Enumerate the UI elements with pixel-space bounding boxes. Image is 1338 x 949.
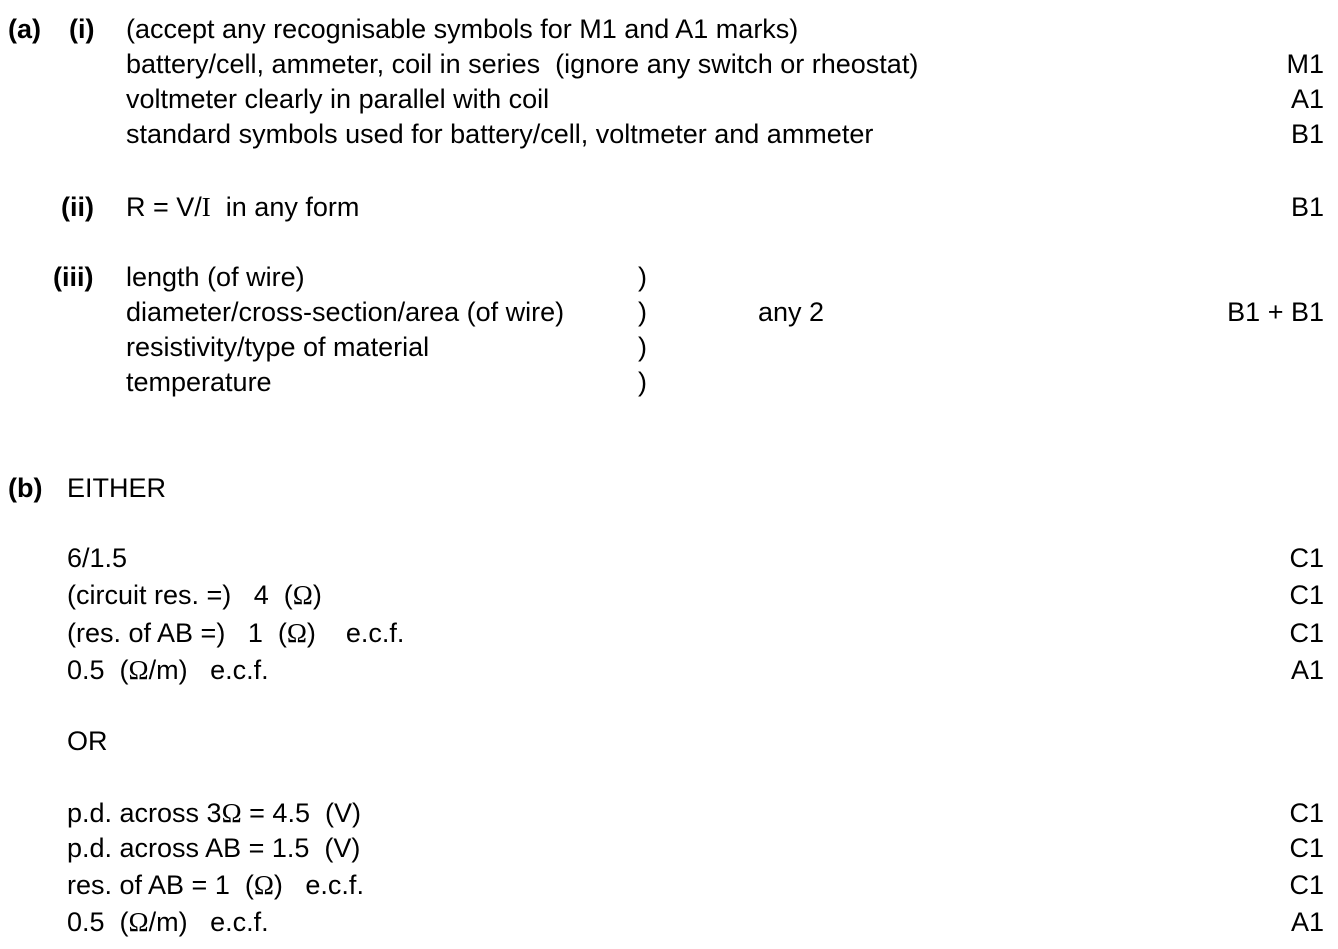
mark-or-3: C1: [1289, 870, 1324, 900]
or-line-4-pre: 0.5 (: [67, 907, 129, 937]
or-line-2: [67, 833, 360, 863]
either-line-3-pre: (res. of AB =) 1 (: [67, 618, 287, 648]
mark-or-4: A1: [1290, 907, 1324, 937]
either-line-3-post: ) e.c.f.: [306, 618, 405, 648]
part-a-iii-line-2: diameter/cross-section/area (of wire): [126, 297, 565, 327]
mark-either-4: A1: [1290, 655, 1324, 685]
either-line-4-symbol: Ω: [128, 655, 149, 685]
either-line-4-post: /m) e.c.f.: [148, 655, 269, 685]
part-a-i-label: (i): [69, 14, 95, 44]
bracket-2: ): [638, 297, 647, 327]
part-a-iii-label: (iii): [53, 262, 94, 292]
either-heading: EITHER: [67, 473, 167, 503]
part-a-i-line-2: battery/cell, ammeter, coil in series (ignore any switch or rheostat): [126, 49, 919, 79]
mark-either-2: C1: [1289, 580, 1324, 610]
part-a-ii-label: (ii): [61, 192, 94, 222]
either-line-3: [67, 618, 404, 648]
mark-a-ii: B1: [1290, 192, 1324, 222]
or-line-4-post: /m) e.c.f.: [148, 907, 269, 937]
part-a-i-line-3: voltmeter clearly in parallel with coil: [126, 84, 550, 114]
mark-a-i-2: M1: [1286, 49, 1324, 79]
or-line-1-pre: p.d. across 3: [67, 798, 222, 828]
mark-a-iii: B1 + B1: [1227, 297, 1324, 327]
either-line-1-pre: 6/1.5: [67, 543, 128, 573]
part-a-ii-text: [126, 192, 359, 222]
or-line-1-post: = 4.5 (V): [241, 798, 361, 828]
or-line-4-symbol: Ω: [128, 907, 149, 937]
part-a-ii-text-post: in any form: [210, 192, 360, 222]
or-heading: OR: [67, 726, 108, 756]
or-line-2-pre: p.d. across AB = 1.5 (V): [67, 833, 361, 863]
mark-either-1: C1: [1289, 543, 1324, 573]
either-line-2-post: ): [312, 580, 322, 610]
part-a-iii-line-1: length (of wire): [126, 262, 305, 292]
part-a-ii-text-pre: R = V/: [126, 192, 202, 222]
bracket-3: ): [638, 332, 647, 362]
part-a-iii-note: any 2: [758, 297, 825, 327]
or-line-3: [67, 870, 364, 900]
part-a-i-line-4: standard symbols used for battery/cell, voltmeter and ammeter: [126, 119, 874, 149]
bracket-1: ): [638, 262, 647, 292]
part-a-i-line-1: (accept any recognisable symbols for M1 and A1 marks): [126, 14, 799, 44]
mark-or-2: C1: [1289, 833, 1324, 863]
either-line-3-symbol: Ω: [286, 618, 307, 648]
bracket-4: ): [638, 367, 647, 397]
part-a-iii-line-4: temperature: [126, 367, 272, 397]
either-line-2-symbol: Ω: [292, 580, 313, 610]
either-line-4-pre: 0.5 (: [67, 655, 129, 685]
mark-a-i-4: B1: [1290, 119, 1324, 149]
or-line-3-pre: res. of AB = 1 (: [67, 870, 254, 900]
mark-a-i-3: A1: [1290, 84, 1324, 114]
either-line-2: [67, 580, 322, 610]
or-line-1-symbol: Ω: [221, 798, 242, 828]
part-a-label: (a): [8, 14, 41, 44]
either-line-4: [67, 655, 269, 685]
or-line-3-post: ) e.c.f.: [273, 870, 364, 900]
part-b-label: (b): [8, 473, 43, 503]
either-line-1: [67, 543, 127, 573]
mark-either-3: C1: [1289, 618, 1324, 648]
part-a-iii-line-3: resistivity/type of material: [126, 332, 430, 362]
or-line-4: [67, 907, 269, 937]
mark-or-1: C1: [1289, 798, 1324, 828]
or-line-1: [67, 798, 361, 828]
part-a-ii-text-symbol: I: [201, 192, 211, 222]
either-line-2-pre: (circuit res. =) 4 (: [67, 580, 293, 610]
or-line-3-symbol: Ω: [253, 870, 274, 900]
